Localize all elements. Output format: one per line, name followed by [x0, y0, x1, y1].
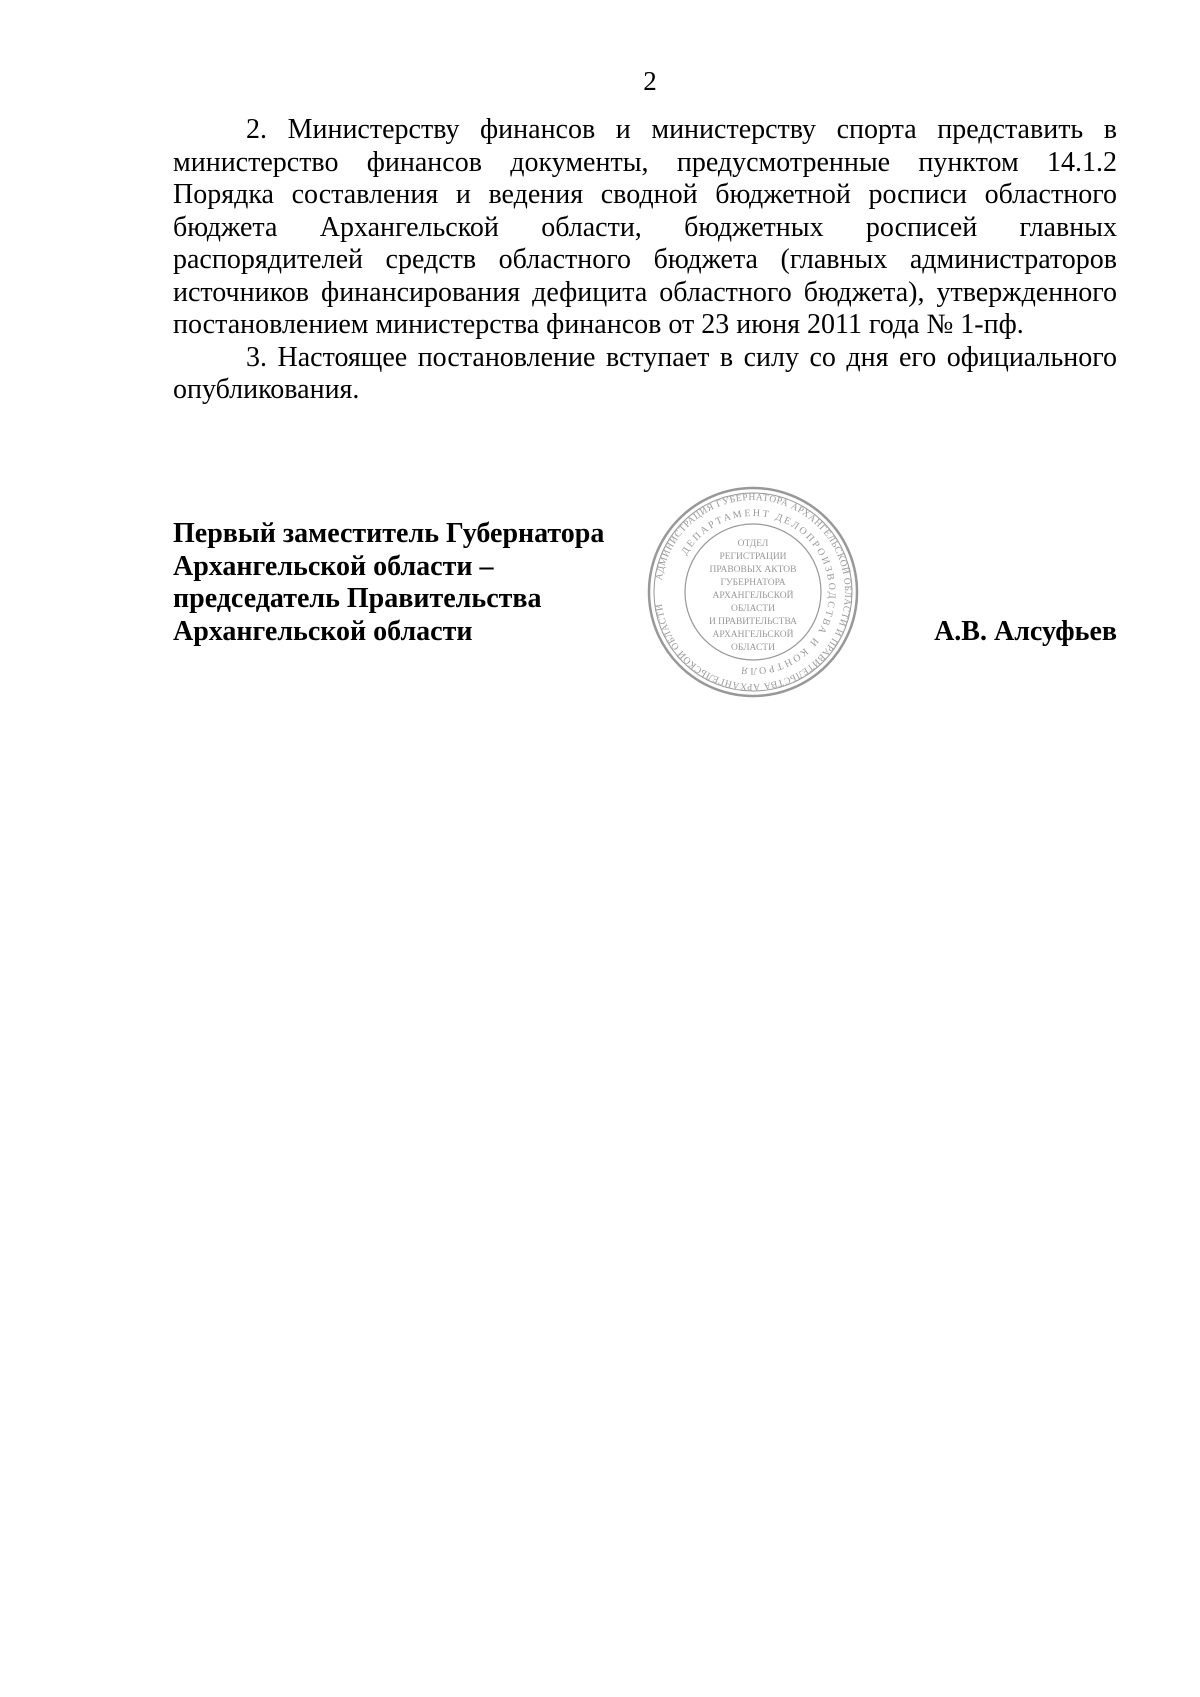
signatory-position-line: Архангельской области — [173, 615, 473, 647]
seal-center-line: ОБЛАСТИ — [731, 643, 775, 653]
seal-outer-text: АДМИНИСТРАЦИЯ ГУБЕРНАТОРА АРХАНГЕЛЬСКОЙ ОБЛАСТИ И ПРАВИТЕЛЬСТВА АРХАНГЕЛЬСКОЙ ОБЛАСТИ — [654, 492, 853, 692]
signatory-name: А.В. Алсуфьев — [934, 616, 1117, 647]
signatory-position — [173, 518, 604, 648]
seal-center-line: АРХАНГЕЛЬСКОЙ — [712, 630, 794, 640]
paragraph-3: 3. Настоящее постановление вступает в силу со дня его официального опубликования. — [173, 341, 1117, 405]
seal-center-line: И ПРАВИТЕЛЬСТВА — [708, 617, 798, 627]
seal-center-line: АРХАНГЕЛЬСКОЙ — [712, 591, 794, 601]
document-body — [173, 114, 1117, 407]
seal-graphic — [645, 484, 861, 700]
seal-center-line: ГУБЕРНАТОРА — [720, 578, 786, 588]
official-seal-stamp — [645, 484, 861, 700]
signatory-position-line: Первый заместитель Губернатора — [173, 518, 605, 549]
paragraph-2: 2. Министерству финансов и министерству спорта представить в министерство финансов документы, предусмотренные пунктом 14.1.2 Порядка составления и ведения сводной бюджетной росписи областного бюджета Архангельской области, бюджетных росписей главных распорядителей средств областного бюджета (главных администраторов источников финансирования дефицита областного бюджета), утвержденного постановлением министерства финансов от 23 июня 2011 года № 1-пф. — [173, 114, 1117, 340]
seal-center-line: РЕГИСТРАЦИИ — [719, 552, 787, 562]
seal-center-line: ПРАВОВЫХ АКТОВ — [709, 565, 797, 575]
seal-center-line: ОБЛАСТИ — [731, 604, 775, 614]
signatory-position-line: председатель Правительства — [173, 583, 542, 614]
seal-inner-text: ДЕПАРТАМЕНТ ДЕЛОПРОИЗВОДСТВА И КОНТРОЛЯ — [679, 507, 838, 677]
signatory-position-line: Архангельской области – — [173, 550, 494, 582]
page-number: 2 — [643, 66, 657, 96]
seal-center-line: ОТДЕЛ — [737, 539, 769, 549]
